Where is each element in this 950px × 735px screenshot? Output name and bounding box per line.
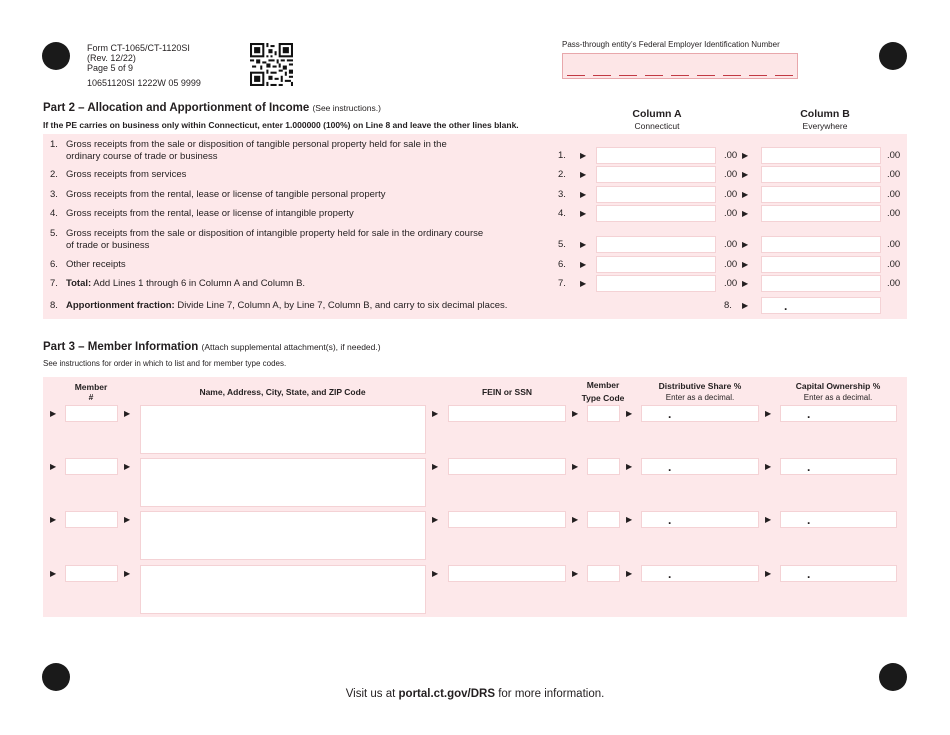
arrow-icon: ▶ [50, 515, 57, 524]
registration-mark [42, 42, 70, 70]
form-name: Form CT-1065/CT-1120SI [87, 43, 190, 53]
arrow-icon: ▶ [50, 409, 57, 418]
arrow-icon: ▶ [765, 409, 772, 418]
distributive-share-input[interactable] [641, 565, 759, 582]
line-4-column-a-input[interactable] [596, 205, 716, 222]
form-revision: (Rev. 12/22) [87, 53, 136, 63]
part3-instruction: See instructions for order in which to list and for member type codes. [43, 359, 287, 368]
registration-mark [879, 663, 907, 691]
name-address-input[interactable] [140, 565, 426, 614]
arrow-icon: ▶ [580, 151, 587, 160]
line-6-column-a-input[interactable] [596, 256, 716, 273]
capital-ownership-header: Capital Ownership % [795, 381, 881, 391]
line-1-column-a-input[interactable] [596, 147, 716, 164]
drs-portal-link[interactable]: portal.ct.gov/DRS [398, 688, 496, 700]
line-7-column-b-input[interactable] [761, 275, 881, 292]
arrow-icon: ▶ [626, 462, 633, 471]
arrow-icon: ▶ [124, 515, 131, 524]
arrow-icon: ▶ [580, 279, 587, 288]
footer-text: Visit us at portal.ct.gov/DRS for more information. [345, 688, 605, 700]
member-number-input[interactable] [65, 405, 118, 422]
registration-mark [879, 42, 907, 70]
arrow-icon: ▶ [742, 260, 749, 269]
arrow-icon: ▶ [742, 240, 749, 249]
member-number-input[interactable] [65, 458, 118, 475]
line-2-column-b-input[interactable] [761, 166, 881, 183]
arrow-icon: ▶ [742, 190, 749, 199]
decimal-point: . [668, 513, 672, 527]
part2-instruction: If the PE carries on business only within Connecticut, enter 1.000000 (100%) on Line 8 and leave the other lines blank. [43, 120, 519, 130]
fein-ssn-header: FEIN or SSN [481, 387, 533, 397]
member-type-input[interactable] [587, 511, 620, 528]
arrow-icon: ▶ [742, 279, 749, 288]
name-address-header: Name, Address, City, State, and ZIP Code [199, 387, 366, 397]
arrow-icon: ▶ [572, 409, 579, 418]
member-number-input[interactable] [65, 511, 118, 528]
line-1-column-b-input[interactable] [761, 147, 881, 164]
fein-ssn-input[interactable] [448, 405, 566, 422]
arrow-icon: ▶ [742, 170, 749, 179]
arrow-icon: ▶ [572, 515, 579, 524]
name-address-input[interactable] [140, 458, 426, 507]
decimal-point: . [784, 299, 788, 313]
capital-ownership-input[interactable] [780, 405, 897, 422]
capital-ownership-input[interactable] [780, 511, 897, 528]
part2-title: Part 2 – Allocation and Apportionment of Income (See instructions.) [43, 102, 381, 114]
arrow-icon: ▶ [124, 462, 131, 471]
distributive-share-subheader: Enter as a decimal. [665, 393, 735, 402]
arrow-icon: ▶ [124, 409, 131, 418]
column-b-title: Column B [800, 108, 850, 120]
arrow-icon: ▶ [572, 462, 579, 471]
arrow-icon: ▶ [742, 301, 749, 310]
arrow-icon: ▶ [50, 569, 57, 578]
line-7-column-a-input[interactable] [596, 275, 716, 292]
capital-ownership-input[interactable] [780, 565, 897, 582]
arrow-icon: ▶ [432, 515, 439, 524]
distributive-share-header: Distributive Share % [658, 381, 742, 391]
arrow-icon: ▶ [765, 515, 772, 524]
column-a-subtitle: Connecticut [634, 121, 680, 131]
decimal-point: . [668, 567, 672, 581]
member-type-header: Member Type Code [581, 380, 625, 403]
fein-ssn-input[interactable] [448, 511, 566, 528]
arrow-icon: ▶ [50, 462, 57, 471]
arrow-icon: ▶ [432, 569, 439, 578]
arrow-icon: ▶ [432, 409, 439, 418]
line-2-column-a-input[interactable] [596, 166, 716, 183]
line-5-column-a-input[interactable] [596, 236, 716, 253]
line-4-column-b-input[interactable] [761, 205, 881, 222]
apportionment-fraction-input[interactable] [761, 297, 881, 314]
part3-title: Part 3 – Member Information (Attach supplemental attachment(s), if needed.) [43, 341, 381, 353]
member-type-input[interactable] [587, 405, 620, 422]
name-address-input[interactable] [140, 511, 426, 560]
fein-input[interactable] [562, 53, 798, 79]
arrow-icon: ▶ [765, 569, 772, 578]
member-type-input[interactable] [587, 565, 620, 582]
member-type-input[interactable] [587, 458, 620, 475]
column-a-title: Column A [632, 108, 682, 120]
arrow-icon: ▶ [124, 569, 131, 578]
line-3-column-a-input[interactable] [596, 186, 716, 203]
arrow-icon: ▶ [742, 209, 749, 218]
arrow-icon: ▶ [626, 409, 633, 418]
decimal-point: . [807, 513, 811, 527]
qr-code-icon [250, 43, 293, 86]
line-6-column-b-input[interactable] [761, 256, 881, 273]
arrow-icon: ▶ [626, 569, 633, 578]
member-number-input[interactable] [65, 565, 118, 582]
fein-label: Pass-through entity’s Federal Employer Identification Number [562, 40, 780, 49]
arrow-icon: ▶ [580, 240, 587, 249]
distributive-share-input[interactable] [641, 511, 759, 528]
registration-mark [42, 663, 70, 691]
arrow-icon: ▶ [432, 462, 439, 471]
arrow-icon: ▶ [580, 190, 587, 199]
line-5-column-b-input[interactable] [761, 236, 881, 253]
distributive-share-input[interactable] [641, 405, 759, 422]
arrow-icon: ▶ [580, 170, 587, 179]
line-3-column-b-input[interactable] [761, 186, 881, 203]
fein-ssn-input[interactable] [448, 458, 566, 475]
distributive-share-input[interactable] [641, 458, 759, 475]
fein-ssn-input[interactable] [448, 565, 566, 582]
arrow-icon: ▶ [580, 260, 587, 269]
arrow-icon: ▶ [626, 515, 633, 524]
arrow-icon: ▶ [742, 151, 749, 160]
arrow-icon: ▶ [580, 209, 587, 218]
form-code: 10651120SI 1222W 05 9999 [87, 78, 201, 88]
decimal-point: . [668, 460, 672, 474]
decimal-point: . [807, 567, 811, 581]
decimal-point: . [668, 407, 672, 421]
column-b-subtitle: Everywhere [802, 121, 848, 131]
member-number-header: Member # [74, 382, 108, 402]
arrow-icon: ▶ [572, 569, 579, 578]
decimal-point: . [807, 460, 811, 474]
name-address-input[interactable] [140, 405, 426, 454]
arrow-icon: ▶ [765, 462, 772, 471]
capital-ownership-input[interactable] [780, 458, 897, 475]
capital-ownership-subheader: Enter as a decimal. [803, 393, 873, 402]
decimal-point: . [807, 407, 811, 421]
page-number: Page 5 of 9 [87, 63, 134, 73]
